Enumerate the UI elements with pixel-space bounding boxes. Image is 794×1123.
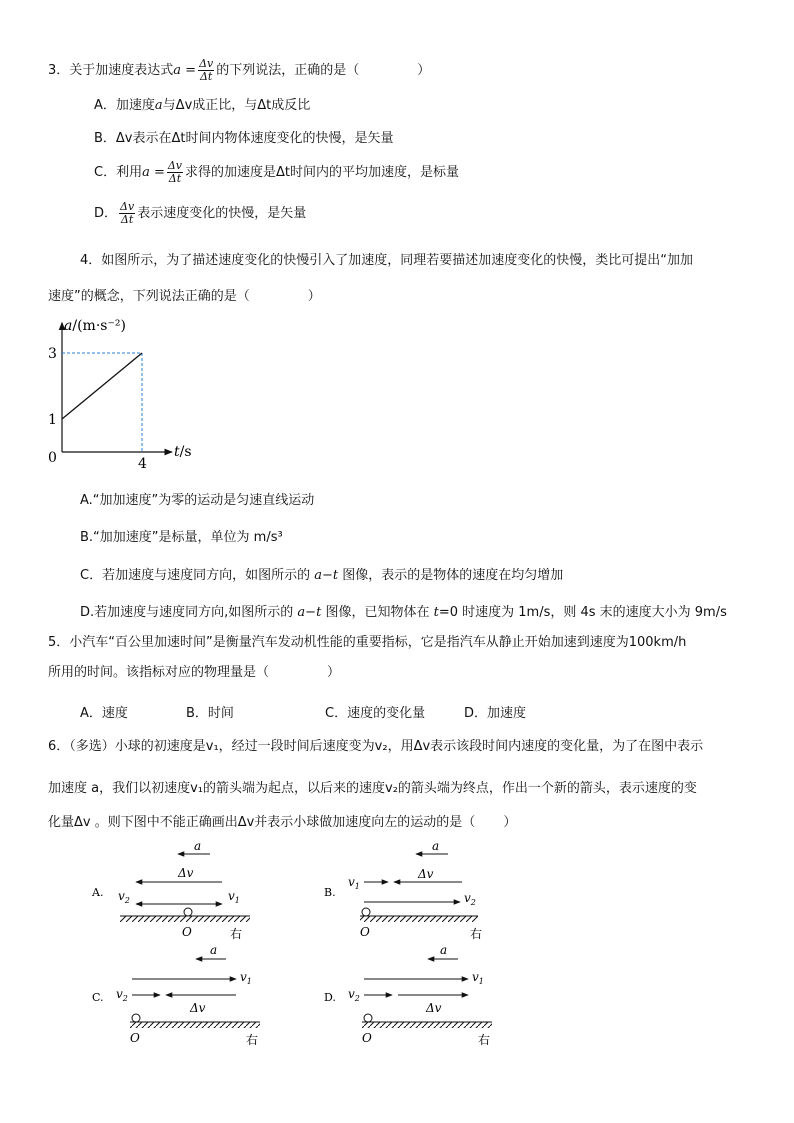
q3-option-c-formula: a = [142, 165, 165, 180]
q6-c-right-label: 右 [246, 1033, 259, 1047]
origin-label: 0 [48, 450, 57, 466]
q3-option-c-fraction [167, 160, 183, 185]
q4-stem-line1: 4．如图所示，为了描述速度变化的快慢引入了加速度，同理若要描述加速度变化的快慢，类比可提出“加加 [80, 253, 694, 268]
q4-option-d-symbol: a−t [297, 605, 322, 620]
q4-option-d-text-b: 图像，已知物体在 [325, 605, 430, 620]
x-axis-label: t/s [174, 444, 192, 460]
q4-option-a: A.“加加速度”为零的运动是匀速直线运动 [80, 493, 315, 508]
q6-d-ball [364, 1014, 372, 1022]
q6-a-ball [184, 908, 192, 916]
q6-diagram-b [322, 838, 492, 943]
q3-option-d-text: D． [94, 206, 118, 221]
q6-diagram-d [322, 942, 512, 1050]
q6-d-v1-label: $v_1$ [472, 970, 484, 986]
q4-option-b: B.“加加速度”是标量，单位为 m/s³ [80, 530, 283, 545]
q3-stem-close: ） [417, 63, 431, 78]
q6-c-v2-label: $v_2$ [116, 987, 128, 1003]
q3-frac-den: Δt [199, 70, 213, 83]
q3-stem-text-a: 3．关于加速度表达式 [48, 63, 174, 78]
q6-c-v1-label: $v_1$ [240, 970, 252, 986]
q3-option-a-text: A．加速度 [94, 98, 155, 113]
q6-a-accel-label: a [194, 839, 202, 853]
q3-option-c-text: C．利用 [94, 165, 143, 180]
q6-stem-line3 [48, 814, 516, 832]
q4-option-c-text: C．若加速度与速度同方向，如图所示的 [80, 568, 311, 583]
q6-a-v2-label: $v_2$ [118, 889, 130, 905]
q3-option-c-frac-den: Δt [168, 172, 182, 185]
y-axis-label: a/(m·s⁻²) [64, 318, 126, 334]
q3-stem-text-b: 的下列说法，正确的是（ [216, 63, 360, 78]
q3-option-d-fraction [119, 201, 135, 226]
q4-option-c-symbol: a−t [314, 568, 339, 583]
q5-stem-line2-text: 所用的时间。该指标对应的物理量是（ [48, 665, 270, 680]
q6-b-origin-label: O [360, 925, 370, 939]
q3-option-c-text-b: 求得的加速度是Δt时间内的平均加速度，是标量 [185, 165, 460, 180]
q4-option-d-t: t [433, 605, 439, 620]
q6-b-dv-label: Δv [418, 867, 434, 881]
q6-b-v2-label: $v_2$ [464, 891, 476, 907]
q3-option-c-frac-num: Δv [167, 159, 183, 172]
q6-a-right-label: 右 [230, 927, 243, 941]
q6-d-accel-label: a [440, 943, 448, 957]
q6-diagram-c [90, 942, 280, 1050]
q3-formula-fraction [198, 58, 214, 83]
q4-option-d [80, 604, 727, 622]
x-tick-label: 4 [138, 456, 147, 472]
q6-a-dv-label: Δv [178, 866, 194, 880]
q6-d-origin-label: O [362, 1031, 372, 1045]
q4-option-d-text: D.若加速度与速度同方向,如图所示的 [80, 605, 294, 620]
q3-option-a-symbol: a [154, 98, 163, 113]
q3-option-d [94, 201, 306, 226]
q5-option-d: D．加速度 [464, 706, 527, 721]
q4-option-d-text-c: =0 时速度为 1m/s，则 4s 末的速度大小为 9m/s [438, 605, 727, 620]
q6-stem-line3-close: ） [503, 815, 517, 830]
y-tick-label: 1 [48, 412, 57, 428]
q6-d-right-label: 右 [478, 1033, 491, 1047]
q3-option-a [94, 97, 310, 115]
q6-d-v2-label: $v_2$ [348, 987, 360, 1003]
q6-c-option-label: C. [92, 991, 104, 1004]
q3-option-b: B．Δv表示在Δt时间内物体速度变化的快慢，是矢量 [94, 131, 394, 146]
q6-diagram-a [90, 838, 260, 943]
q5-stem-line1: 5．小汽车“百公里加速时间”是衡量汽车发动机性能的重要指标，它是指汽车从静止开始加速到速度为100km/h [48, 635, 687, 650]
q6-stem-line1: 6．（多选）小球的初速度是v₁，经过一段时间后速度变为v₂，用Δv表示该段时间内速度的变化量，为了在图中表示 [48, 739, 704, 754]
q6-d-dv-label: Δv [426, 1001, 442, 1015]
q5-stem-line2-close: ） [327, 665, 341, 680]
q4-option-c-text-b: 图像，表示的是物体的速度在均匀增加 [342, 568, 564, 583]
q5-option-a: A．速度 [80, 706, 128, 721]
q6-b-ball [362, 908, 370, 916]
q5-option-b: B．时间 [186, 706, 234, 721]
q4-at-graph [40, 312, 210, 472]
q6-a-option-label: A. [92, 886, 104, 899]
q6-c-accel-label: a [210, 943, 218, 957]
y-tick-label: 3 [48, 346, 57, 362]
q3-stem [48, 58, 430, 83]
q6-stem-line2: 加速度 a，我们以初速度v₁的箭头端为起点，以后来的速度v₂的箭头端为终点，作出一个新的箭头，表示速度的变 [48, 781, 697, 796]
q4-option-c [80, 567, 563, 585]
q3-option-d-text-b: 表示速度变化的快慢，是矢量 [137, 206, 307, 221]
q6-a-origin-label: O [182, 925, 192, 939]
q4-stem-line2 [48, 288, 321, 306]
q3-option-c [94, 160, 459, 185]
q3-formula-lhs: a = [173, 63, 197, 78]
series-line [62, 353, 142, 419]
q6-b-right-label: 右 [470, 927, 483, 941]
q6-b-v1-label: $v_1$ [348, 875, 360, 891]
q6-stem-line3-text: 化量Δv 。则下图中不能正确画出Δv并表示小球做加速度向左的运动的是（ [48, 815, 476, 830]
q3-option-a-text-b: 与Δv成正比，与Δt成反比 [162, 98, 311, 113]
q6-a-v1-label: $v_1$ [228, 889, 240, 905]
q6-c-dv-label: Δv [190, 1001, 206, 1015]
q4-stem-line2-text: 速度”的概念，下列说法正确的是（ [48, 289, 250, 304]
q6-b-option-label: B. [324, 886, 336, 899]
q3-option-d-frac-den: Δt [120, 213, 134, 226]
q6-b-accel-label: a [432, 839, 440, 853]
q3-option-d-frac-num: Δv [120, 200, 135, 213]
q4-stem-line2-close: ） [307, 289, 321, 304]
q6-c-origin-label: O [130, 1031, 140, 1045]
q6-d-option-label: D. [324, 991, 336, 1004]
q6-c-ball [132, 1014, 140, 1022]
q5-stem-line2 [48, 664, 340, 682]
q5-option-c: C．速度的变化量 [325, 706, 426, 721]
q3-frac-num: Δv [199, 57, 214, 70]
